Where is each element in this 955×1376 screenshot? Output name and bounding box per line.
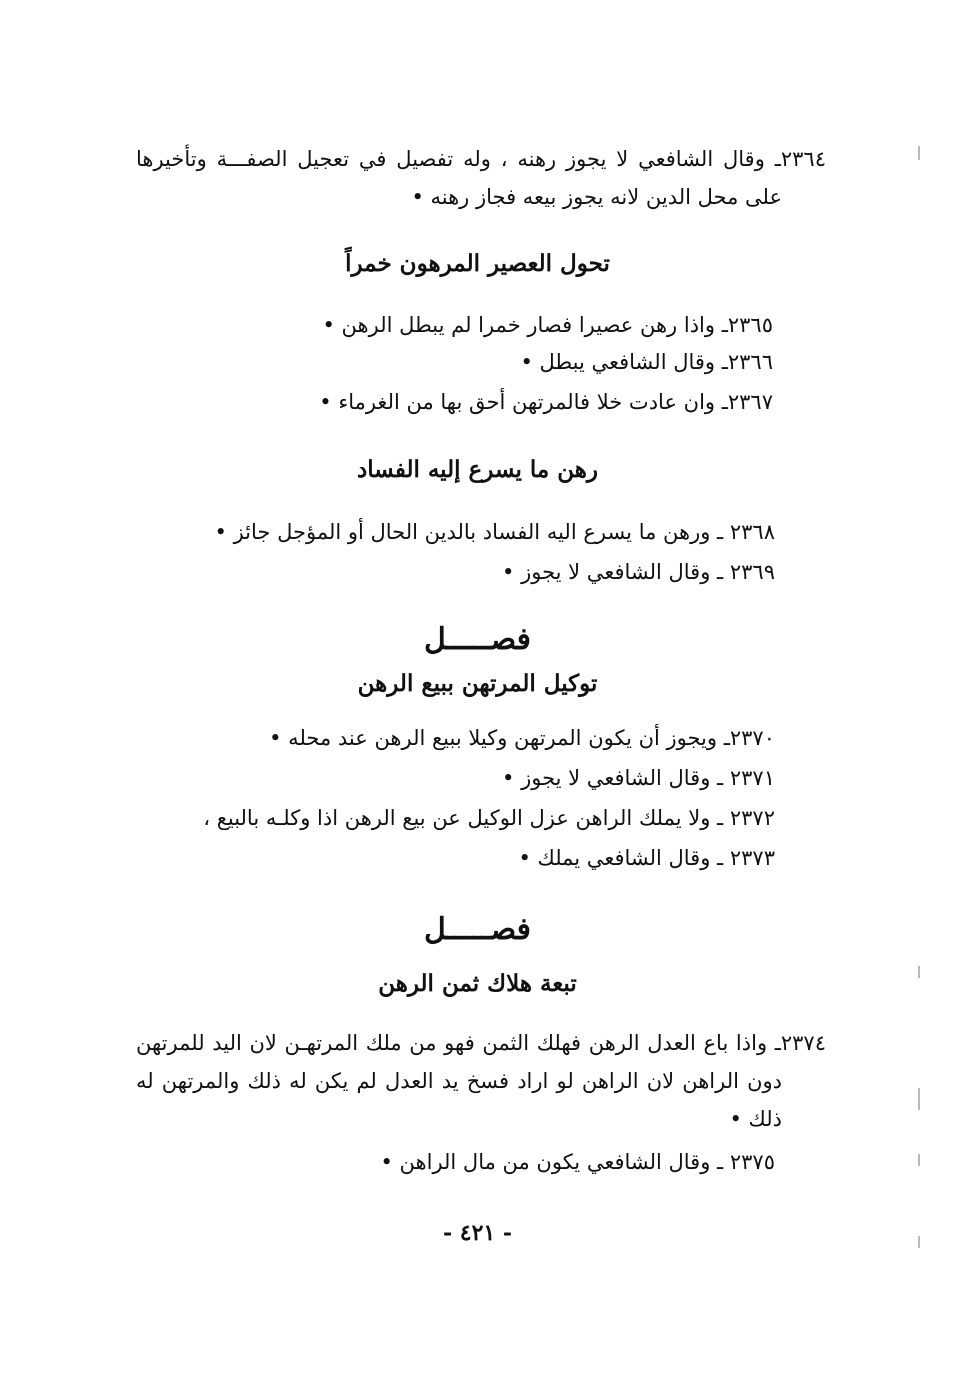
- paragraph-2371: ٢٣٧١ ـ وقال الشافعي لا يجوز •: [502, 766, 775, 790]
- paragraph-2369: ٢٣٦٩ ـ وقال الشافعي لا يجوز •: [502, 560, 775, 584]
- paragraph-2367: ٢٣٦٧ـ وان عادت خلا فالمرتهن أحق بها من الغرماء •: [319, 390, 773, 414]
- paragraph-2375: ٢٣٧٥ ـ وقال الشافعي يكون من مال الراهن •: [380, 1150, 775, 1174]
- margin-mark: [918, 966, 920, 978]
- chapter-heading-fasl-1: فصـــــل: [423, 622, 532, 657]
- paragraph-2373: ٢٣٧٣ ـ وقال الشافعي يملك •: [518, 846, 775, 870]
- paragraph-2372: ٢٣٧٢ ـ ولا يملك الراهن عزل الوكيل عن بيع الرهن اذا وكلـه بالبيع ،: [203, 806, 775, 830]
- section-heading-perishable-pledge: رهن ما يسرع إليه الفساد: [357, 456, 598, 483]
- margin-mark: [918, 1236, 920, 1248]
- paragraph-2368: ٢٣٦٨ ـ ورهن ما يسرع اليه الفساد بالدين الحال أو المؤجل جائز •: [214, 520, 775, 544]
- page-number: - ٤٢١ -: [442, 1220, 513, 1246]
- margin-mark: [918, 146, 920, 160]
- margin-mark: [918, 1154, 920, 1166]
- paragraph-2374: ٢٣٧٤ـ واذا باع العدل الرهن فهلك الثمن فهو من ملك المرتهـن لان اليد للمرتهن دون الراهن لان الراهن لو اراد فسخ يد العدل لم يكن له ذلك والمرتهن له ذلك •: [136, 1031, 826, 1131]
- paragraph-2366: ٢٣٦٦ـ وقال الشافعي يبطل •: [520, 350, 773, 374]
- chapter-heading-fasl-2: فصـــــل: [423, 912, 532, 947]
- section-heading-agent-sale: توكيل المرتهن ببيع الرهن: [357, 670, 598, 697]
- paragraph-2364: ٢٣٦٤ـ وقال الشافعي لا يجوز رهنه ، وله تفصيل في تعجيل الصفـــة وتأخيرها على محل الدين لانه يجوز بيعه فجاز رهنه •: [136, 147, 826, 209]
- paragraph-2370: ٢٣٧٠ـ ويجوز أن يكون المرتهن وكيلا ببيع الرهن عند محله •: [269, 726, 775, 750]
- section-heading-wine-conversion: تحول العصير المرهون خمراً: [345, 250, 610, 277]
- section-heading-price-loss: تبعة هلاك ثمن الرهن: [378, 970, 577, 997]
- paragraph-2365: ٢٣٦٥ـ واذا رهن عصيرا فصار خمرا لم يبطل الرهن •: [322, 313, 773, 337]
- margin-mark: [918, 1088, 920, 1110]
